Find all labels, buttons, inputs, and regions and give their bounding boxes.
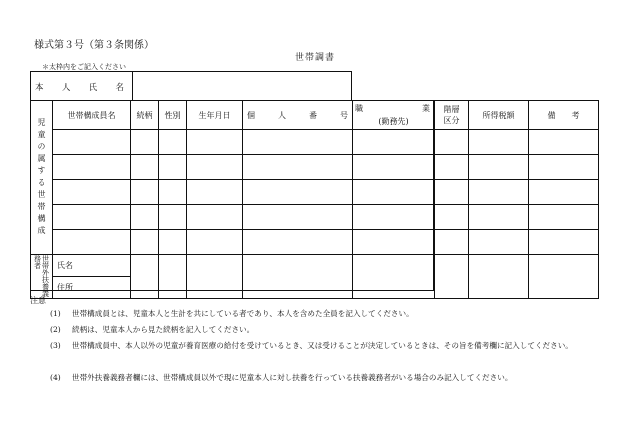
supporter-side-label: 世帯外扶養義務者 bbox=[31, 255, 53, 299]
header-row bbox=[31, 101, 599, 130]
supporter-address-label: 住所 bbox=[53, 277, 131, 299]
header-individual-number: 個 人 番 号 bbox=[243, 101, 353, 130]
header-dob: 生年月日 bbox=[187, 101, 243, 130]
applicant-name-row bbox=[30, 71, 352, 101]
table-row[interactable] bbox=[31, 205, 599, 230]
header-tier: 階層 区分 bbox=[435, 101, 469, 130]
table-row[interactable] bbox=[31, 230, 599, 255]
note-item: (3) 世帯構成員中、本人以外の児童が養育医療の給付を受けているとき、又は受けることが決定しているときは、その旨を備考欄に記入してください。 bbox=[50, 341, 573, 350]
header-sex: 性別 bbox=[159, 101, 187, 130]
household-side-label: 児童の属する世帯構成 bbox=[31, 101, 53, 255]
table-row[interactable] bbox=[31, 130, 599, 155]
header-remarks: 備 考 bbox=[529, 101, 599, 130]
table-row[interactable] bbox=[31, 155, 599, 180]
header-income-tax: 所得税額 bbox=[469, 101, 529, 130]
header-occupation: 職 業 (勤務先) bbox=[353, 101, 435, 130]
supporter-name-row[interactable] bbox=[31, 255, 599, 277]
header-relation: 続柄 bbox=[131, 101, 159, 130]
table-row[interactable] bbox=[31, 180, 599, 205]
instruction-note: ＊太枠内をご記入ください bbox=[42, 63, 126, 71]
page-title: 世帯調書 bbox=[294, 53, 335, 63]
form-number: 様式第３号（第３条関係） bbox=[34, 40, 154, 51]
supporter-name-label: 氏名 bbox=[53, 255, 131, 277]
header-member-name: 世帯構成員名 bbox=[53, 101, 131, 130]
notes-title: 注意 bbox=[30, 296, 46, 305]
note-item: (4) 世帯外扶養義務者欄には、世帯構成員以外で現に児童本人に対し扶養を行っている扶養義務者がいる場合のみ記入してください。 bbox=[50, 373, 513, 382]
note-item: (1) 世帯構成員とは、児童本人と生計を共にしている者であり、本人を含めた全員を記入してください。 bbox=[50, 309, 414, 318]
household-table bbox=[30, 100, 599, 299]
applicant-name-field[interactable] bbox=[133, 72, 351, 101]
note-item: (2) 続柄は、児童本人から見た続柄を記入してください。 bbox=[50, 325, 255, 334]
applicant-name-label: 本 人 氏 名 bbox=[31, 72, 133, 101]
